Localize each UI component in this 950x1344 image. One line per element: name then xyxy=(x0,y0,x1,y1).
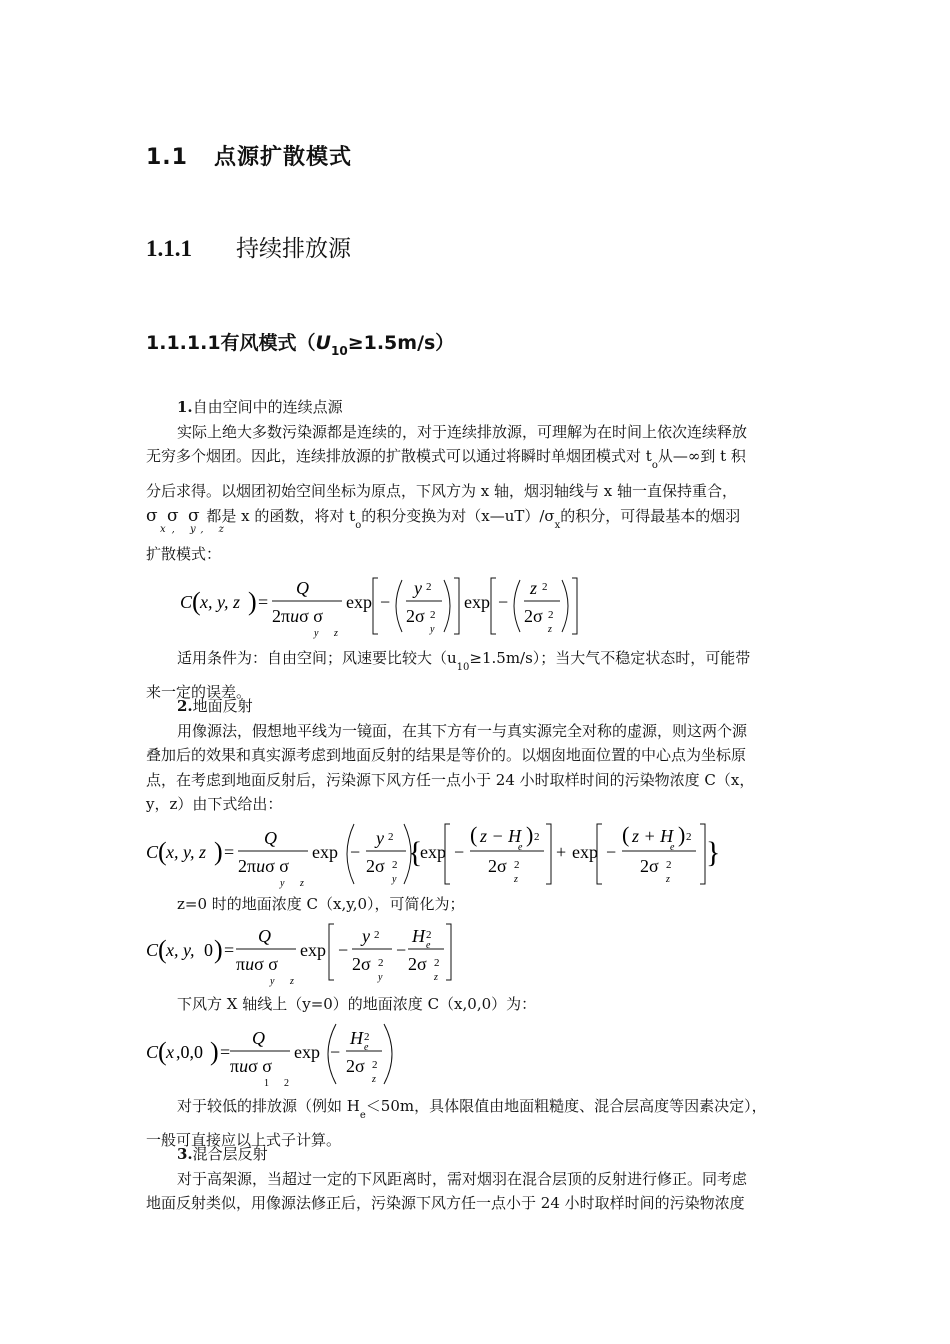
section-3-label xyxy=(177,1143,268,1164)
svg-text:2: 2 xyxy=(514,859,520,871)
svg-text:z − H: z − H xyxy=(480,826,522,846)
svg-text:C: C xyxy=(146,842,159,862)
svg-text:−: − xyxy=(498,592,509,612)
heading-2 xyxy=(146,230,351,263)
svg-text:y: y xyxy=(430,624,435,635)
para-line xyxy=(146,444,810,478)
svg-text:y: y xyxy=(362,926,370,946)
svg-text:z: z xyxy=(290,976,294,987)
svg-text:exp: exp xyxy=(572,842,598,862)
svg-text:Q: Q xyxy=(252,1028,265,1048)
svg-text:(: ( xyxy=(158,837,167,866)
svg-text:2: 2 xyxy=(426,581,432,593)
text-span: 无穷多个烟团。因此，连续排放源的扩散模式可以通过将瞬时单烟团模式对 t xyxy=(146,447,652,466)
svg-text:2: 2 xyxy=(378,957,384,969)
subscript: 10 xyxy=(456,662,470,673)
svg-text:2: 2 xyxy=(426,929,432,941)
para-line: y，z）由下式给出： xyxy=(146,795,283,814)
svg-text:y: y xyxy=(314,628,319,639)
svg-text:C: C xyxy=(146,1042,159,1062)
svg-text:e: e xyxy=(518,842,523,853)
ground-concentration-text: z=0 时的地面浓度 C（x,y,0），可简化为； xyxy=(177,895,465,913)
svg-text:H: H xyxy=(412,926,425,946)
svg-text:): ) xyxy=(248,587,257,616)
svg-text:2: 2 xyxy=(364,1031,370,1043)
svg-text:z: z xyxy=(334,628,338,639)
svg-text:2: 2 xyxy=(388,831,394,843)
svg-text:): ) xyxy=(214,935,223,964)
svg-text:y: y xyxy=(414,578,422,598)
svg-text:e: e xyxy=(426,940,431,951)
text-span: 都是 x 的函数，将对 t xyxy=(206,507,356,525)
para-line xyxy=(146,1094,810,1128)
svg-text:e: e xyxy=(364,1042,369,1053)
svg-text:exp: exp xyxy=(420,842,446,862)
svg-text:}: } xyxy=(706,836,721,869)
para-line: 一般可直接应以上式子计算。 xyxy=(146,1131,342,1150)
sigma-symbols: σ σ σ xyxy=(146,506,202,526)
svg-text:2: 2 xyxy=(434,957,440,969)
svg-text:−: − xyxy=(350,842,361,862)
heading-3-suffix: ≥1.5m/s） xyxy=(347,332,455,354)
svg-text:y: y xyxy=(270,976,275,987)
svg-text:): ) xyxy=(678,822,686,847)
svg-text:=: = xyxy=(258,592,269,612)
svg-text:,0,0: ,0,0 xyxy=(176,1042,203,1062)
section-2-label xyxy=(177,695,253,716)
heading-2-number: 1.1.1 xyxy=(146,236,192,261)
para-line: 实际上绝大多数污染源都是连续的，对于连续排放源，可理解为在时间上依次连续释放 xyxy=(177,423,748,441)
heading-2-text: 持续排放源 xyxy=(236,236,351,262)
svg-text:): ) xyxy=(526,822,534,847)
svg-text:=: = xyxy=(220,1042,231,1062)
axis-concentration-text: 下风方 X 轴线上（y=0）的地面浓度 C（x,0,0）为： xyxy=(177,995,537,1013)
svg-text:+: + xyxy=(556,842,567,862)
heading-3-subscript: 10 xyxy=(330,344,348,358)
para-line xyxy=(146,646,810,680)
svg-text:{: { xyxy=(408,836,423,869)
svg-text:2σ: 2σ xyxy=(640,856,659,876)
text-span: 的积分，可得最基本的烟羽 xyxy=(560,507,741,525)
svg-text:(: ( xyxy=(622,822,630,847)
svg-text:exp: exp xyxy=(464,592,490,612)
subscript: e xyxy=(359,1110,366,1121)
heading-3-prefix: 1.1.1.1有风模式（ xyxy=(146,332,316,354)
text-span: 对于较低的排放源（例如 H xyxy=(177,1097,360,1115)
svg-text:−: − xyxy=(454,842,465,862)
subscript: x xyxy=(554,520,561,531)
svg-text:): ) xyxy=(214,837,223,866)
svg-text:z: z xyxy=(666,874,670,885)
svg-text:2: 2 xyxy=(548,609,554,621)
svg-text:(: ( xyxy=(158,1037,167,1066)
svg-text:Q: Q xyxy=(264,828,277,848)
svg-text:−: − xyxy=(396,940,407,960)
text-span: 的积分变换为对（x—uT）/σ xyxy=(361,507,555,525)
svg-text:x, y, z: x, y, z xyxy=(200,592,240,612)
svg-text:z: z xyxy=(530,578,538,598)
para-line: 叠加后的效果和真实源考虑到地面反射的结果是等价的。以烟囱地面位置的中心点为坐标原 xyxy=(146,746,747,765)
sigma-subscripts: x, y, z xyxy=(160,524,230,535)
svg-text:2σ: 2σ xyxy=(352,954,371,974)
section-3-title: 混合层反射 xyxy=(192,1145,268,1163)
svg-text:exp: exp xyxy=(312,842,338,862)
text-span: 适用条件为：自由空间；风速要比较大（u xyxy=(177,649,457,667)
svg-text:2σ: 2σ xyxy=(488,856,507,876)
heading-1-number: 1.1 xyxy=(146,145,188,170)
svg-text:−: − xyxy=(606,842,617,862)
subscript: o xyxy=(355,520,362,531)
svg-text:): ) xyxy=(210,1037,219,1066)
section-2-paragraph xyxy=(146,719,810,817)
svg-text:2: 2 xyxy=(666,859,672,871)
svg-text:z: z xyxy=(372,1074,376,1085)
para-line: 分后求得。以烟团初始空间坐标为原点，下风方为 x 轴，烟羽轴线与 x 轴一直保持重合， xyxy=(146,481,737,500)
para-line: 点，在考虑到地面反射后，污染源下风方任一点小于 24 小时取样时间的污染物浓度 C（x， xyxy=(146,770,755,789)
section-1-label xyxy=(177,396,343,417)
svg-text:y: y xyxy=(280,878,285,889)
svg-text:exp: exp xyxy=(300,940,326,960)
svg-text:2: 2 xyxy=(430,609,436,621)
text-span: ＜50m，具体限值由地面粗糙度、混合层高度等因素决定）， xyxy=(365,1097,767,1115)
svg-text:x, y,: x, y, xyxy=(166,940,195,960)
svg-text:2σ: 2σ xyxy=(408,954,427,974)
svg-text:πuσ σ: πuσ σ xyxy=(230,1056,272,1076)
para-line: 地面反射类似，用像源法修正后，污染源下风方任一点小于 24 小时取样时间的污染物浓度 xyxy=(146,1194,745,1213)
svg-text:2πuσ σ: 2πuσ σ xyxy=(272,606,323,626)
formula-2 xyxy=(144,818,724,890)
text-span: 从—∞到 t 积 xyxy=(657,447,746,466)
para-line: 扩散模式： xyxy=(146,545,222,563)
svg-text:2: 2 xyxy=(374,929,380,941)
svg-text:x, y, z: x, y, z xyxy=(166,842,206,862)
formula-4 xyxy=(144,1020,404,1090)
section-1-number: 1. xyxy=(177,398,193,416)
text-span: ≥1.5m/s）；当大气不稳定状态时，可能带 xyxy=(469,649,751,667)
svg-text:z + H: z + H xyxy=(632,826,674,846)
svg-text:2σ: 2σ xyxy=(346,1056,365,1076)
svg-text:2: 2 xyxy=(284,1078,289,1089)
svg-text:x: x xyxy=(166,1042,174,1062)
svg-text:2: 2 xyxy=(392,859,398,871)
section-3-number: 3. xyxy=(177,1145,193,1163)
section-3-paragraph xyxy=(146,1167,810,1216)
heading-1 xyxy=(146,140,352,171)
heading-3-variable: U xyxy=(315,332,331,354)
svg-text:0: 0 xyxy=(204,940,213,960)
section-1-title: 自由空间中的连续点源 xyxy=(192,398,343,416)
svg-text:2σ: 2σ xyxy=(366,856,385,876)
svg-text:y: y xyxy=(378,972,383,983)
svg-text:C: C xyxy=(180,592,193,612)
para-line: 用像源法，假想地平线为一镜面，在其下方有一与真实源完全对称的虚源，则这两个源 xyxy=(177,722,748,740)
svg-text:2: 2 xyxy=(534,831,540,843)
svg-text:Q: Q xyxy=(258,926,271,946)
svg-text:2: 2 xyxy=(686,831,692,843)
svg-text:2: 2 xyxy=(372,1059,378,1071)
section-2-number: 2. xyxy=(177,697,193,715)
svg-text:Q: Q xyxy=(296,578,309,598)
svg-text:1: 1 xyxy=(264,1078,269,1089)
heading-1-text: 点源扩散模式 xyxy=(213,145,352,170)
svg-text:πuσ σ: πuσ σ xyxy=(236,954,278,974)
svg-text:y: y xyxy=(392,874,397,885)
svg-text:C: C xyxy=(146,940,159,960)
svg-text:2σ: 2σ xyxy=(524,606,543,626)
section-2-title: 地面反射 xyxy=(192,697,253,715)
para-line: 来一定的误差。 xyxy=(146,683,252,702)
svg-text:exp: exp xyxy=(346,592,372,612)
svg-text:(: ( xyxy=(470,822,478,847)
formula-3 xyxy=(144,918,464,988)
svg-text:(: ( xyxy=(192,587,201,616)
para-line: 对于高架源，当超过一定的下风距离时，需对烟羽在混合层顶的反射进行修正。同考虑 xyxy=(177,1170,748,1188)
svg-text:e: e xyxy=(670,842,675,853)
svg-text:exp: exp xyxy=(294,1042,320,1062)
svg-text:2: 2 xyxy=(542,581,548,593)
svg-text:H: H xyxy=(350,1028,363,1048)
svg-text:(: ( xyxy=(158,935,167,964)
formula-1 xyxy=(176,570,596,642)
svg-text:=: = xyxy=(224,842,235,862)
svg-text:−: − xyxy=(338,940,349,960)
svg-text:−: − xyxy=(330,1042,341,1062)
svg-text:z: z xyxy=(548,624,552,635)
svg-text:=: = xyxy=(224,940,235,960)
svg-text:2σ: 2σ xyxy=(406,606,425,626)
svg-text:z: z xyxy=(514,874,518,885)
section-1-paragraph xyxy=(146,420,810,503)
heading-3 xyxy=(146,328,454,358)
svg-text:2πuσ σ: 2πuσ σ xyxy=(238,856,289,876)
svg-text:z: z xyxy=(300,878,304,889)
subscript: o xyxy=(651,460,658,472)
svg-text:y: y xyxy=(376,828,384,848)
svg-text:−: − xyxy=(380,592,391,612)
svg-text:z: z xyxy=(434,972,438,983)
